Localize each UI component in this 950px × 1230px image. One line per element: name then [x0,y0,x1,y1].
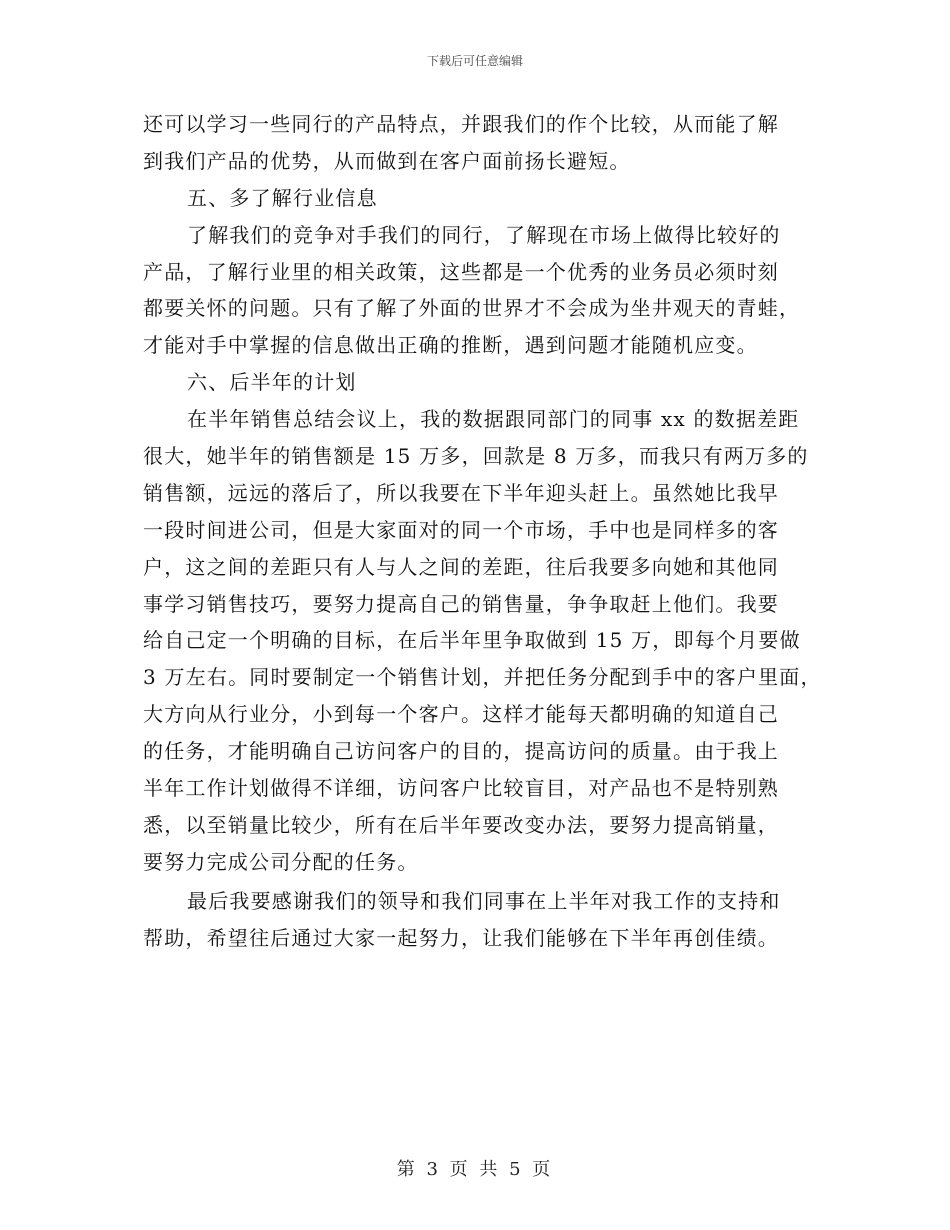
paragraph-line: 到我们产品的优势，从而做到在客户面前扬长避短。 [143,148,631,173]
paragraph-line: 半年工作计划做得不详细，访问客户比较盲目，对产品也不是特别熟 [143,776,779,801]
page-number: 第 3 页 共 5 页 [396,1159,554,1180]
paragraph-line: 大方向从行业分，小到每一个客户。这样才能每天都明确的知道自己 [143,702,779,727]
paragraph-line: 都要关怀的问题。只有了解了外面的世界才不会成为坐井观天的青蛙， [143,296,801,321]
section-heading: 五、多了解行业信息 [187,185,378,210]
paragraph-line: 才能对手中掌握的信息做出正确的推断，遇到问题才能随机应变。 [143,333,758,358]
paragraph-line: 户，这之间的差距只有人与人之间的差距，往后我要多向她和其他同 [143,554,779,579]
paragraph-line: 要努力完成公司分配的任务。 [143,849,419,874]
paragraph-line: 的任务，才能明确自己访问客户的目的，提高访问的质量。由于我上 [143,739,779,764]
paragraph-line: 3 万左右。同时要制定一个销售计划，并把任务分配到手中的客户里面， [143,665,822,690]
paragraph-line: 产品，了解行业里的相关政策，这些都是一个优秀的业务员必须时刻 [143,259,779,284]
paragraph-line: 最后我要感谢我们的领导和我们同事在上半年对我工作的支持和 [187,888,781,913]
document-body [143,106,823,956]
paragraph-line: 给自己定一个明确的目标，在后半年里争取做到 15 万，即每个月要做 [143,628,801,653]
section-heading: 六、后半年的计划 [187,370,357,395]
page-header: 下载后可任意编辑 [426,54,523,68]
paragraph-line: 帮助，希望往后通过大家一起努力，让我们能够在下半年再创佳绩。 [143,925,779,950]
paragraph-line: 很大，她半年的销售额是 15 万多，回款是 8 万多，而我只有两万多的 [143,444,809,469]
paragraph-line: 销售额，远远的落后了，所以我要在下半年迎头赶上。虽然她比我早 [143,480,779,505]
paragraph-line: 一段时间进公司，但是大家面对的同一个市场，手中也是同样多的客 [143,517,779,542]
paragraph-line: 还可以学习一些同行的产品特点，并跟我们的作个比较，从而能了解 [143,112,779,136]
paragraph-line: 悉，以至销量比较少，所有在后半年要改变办法，要努力提高销量， [143,812,779,837]
paragraph-line: 了解我们的竞争对手我们的同行，了解现在市场上做得比较好的 [187,222,781,247]
paragraph-line: 事学习销售技巧，要努力提高自己的销售量，争争取赶上他们。我要 [143,591,779,616]
paragraph-line: 在半年销售总结会议上，我的数据跟同部门的同事 xx 的数据差距 [187,407,800,432]
